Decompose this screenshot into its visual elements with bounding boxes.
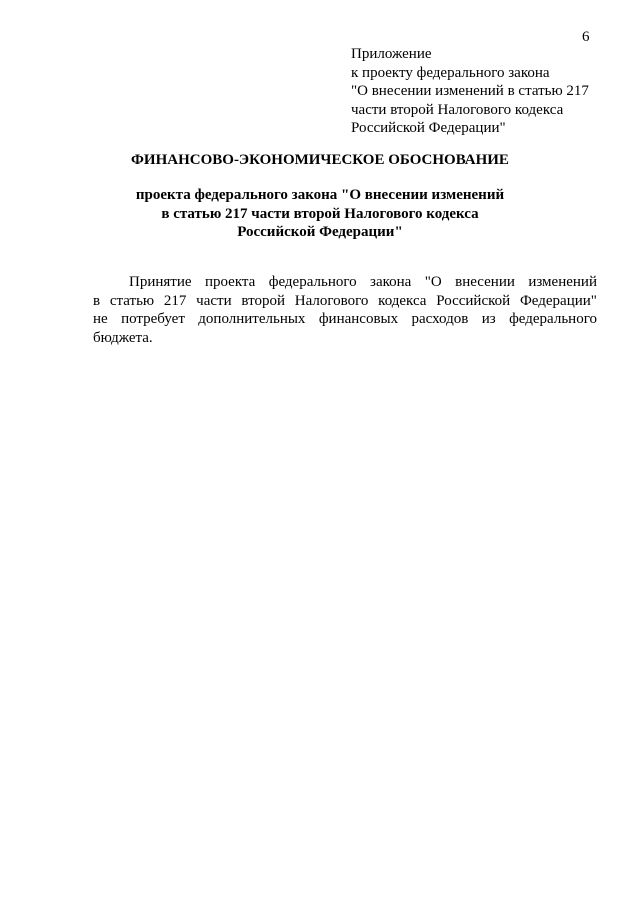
page-number: 6 — [582, 29, 590, 45]
body-word: в — [93, 292, 101, 309]
body-word: второй — [241, 292, 285, 309]
subtitle-line: в статью 217 части второй Налогового кодекса — [161, 205, 479, 222]
body-paragraph — [93, 273, 597, 347]
body-word: дополнительных — [198, 311, 306, 327]
appendix-line: части второй Налогового кодекса — [351, 101, 564, 118]
body-word: Налогового — [294, 292, 369, 309]
body-word: части — [196, 292, 232, 309]
appendix-line: "О внесении изменений в статью 217 — [351, 83, 589, 99]
body-word: "О — [424, 274, 442, 290]
body-word: статью — [109, 292, 155, 309]
body-word: внесении — [455, 274, 515, 290]
body-word: Федерации" — [519, 292, 597, 309]
subtitle-line: Российской Федерации" — [237, 224, 403, 240]
appendix-line: Российской Федерации" — [351, 120, 506, 136]
document-subtitle — [0, 186, 640, 242]
body-word: не — [93, 311, 108, 327]
body-word: из — [481, 311, 496, 327]
body-word: закона — [370, 274, 412, 290]
body-word: проекта — [204, 274, 256, 290]
body-word: потребует — [121, 311, 185, 327]
body-word: изменений — [528, 274, 597, 290]
body-line — [93, 310, 597, 329]
appendix-block — [351, 45, 621, 138]
body-line — [93, 292, 597, 311]
body-line — [93, 273, 597, 292]
body-word: финансовых — [318, 311, 399, 327]
body-word: расходов — [411, 311, 469, 327]
body-word: федерального — [268, 274, 357, 290]
body-word: кодекса — [378, 292, 427, 309]
body-word: Принятие — [129, 274, 192, 290]
appendix-line: к проекту федерального закона — [351, 64, 550, 81]
body-word: бюджета. — [93, 329, 153, 346]
appendix-line: Приложение — [351, 46, 432, 62]
body-word: Российской — [436, 292, 511, 309]
subtitle-line: проекта федерального закона "О внесении изменений — [135, 187, 505, 203]
body-word: 217 — [163, 292, 187, 309]
body-word: федерального — [509, 311, 597, 327]
document-title: ФИНАНСОВО-ЭКОНОМИЧЕСКОЕ ОБОСНОВАНИЕ — [131, 152, 509, 168]
body-line — [93, 329, 597, 348]
